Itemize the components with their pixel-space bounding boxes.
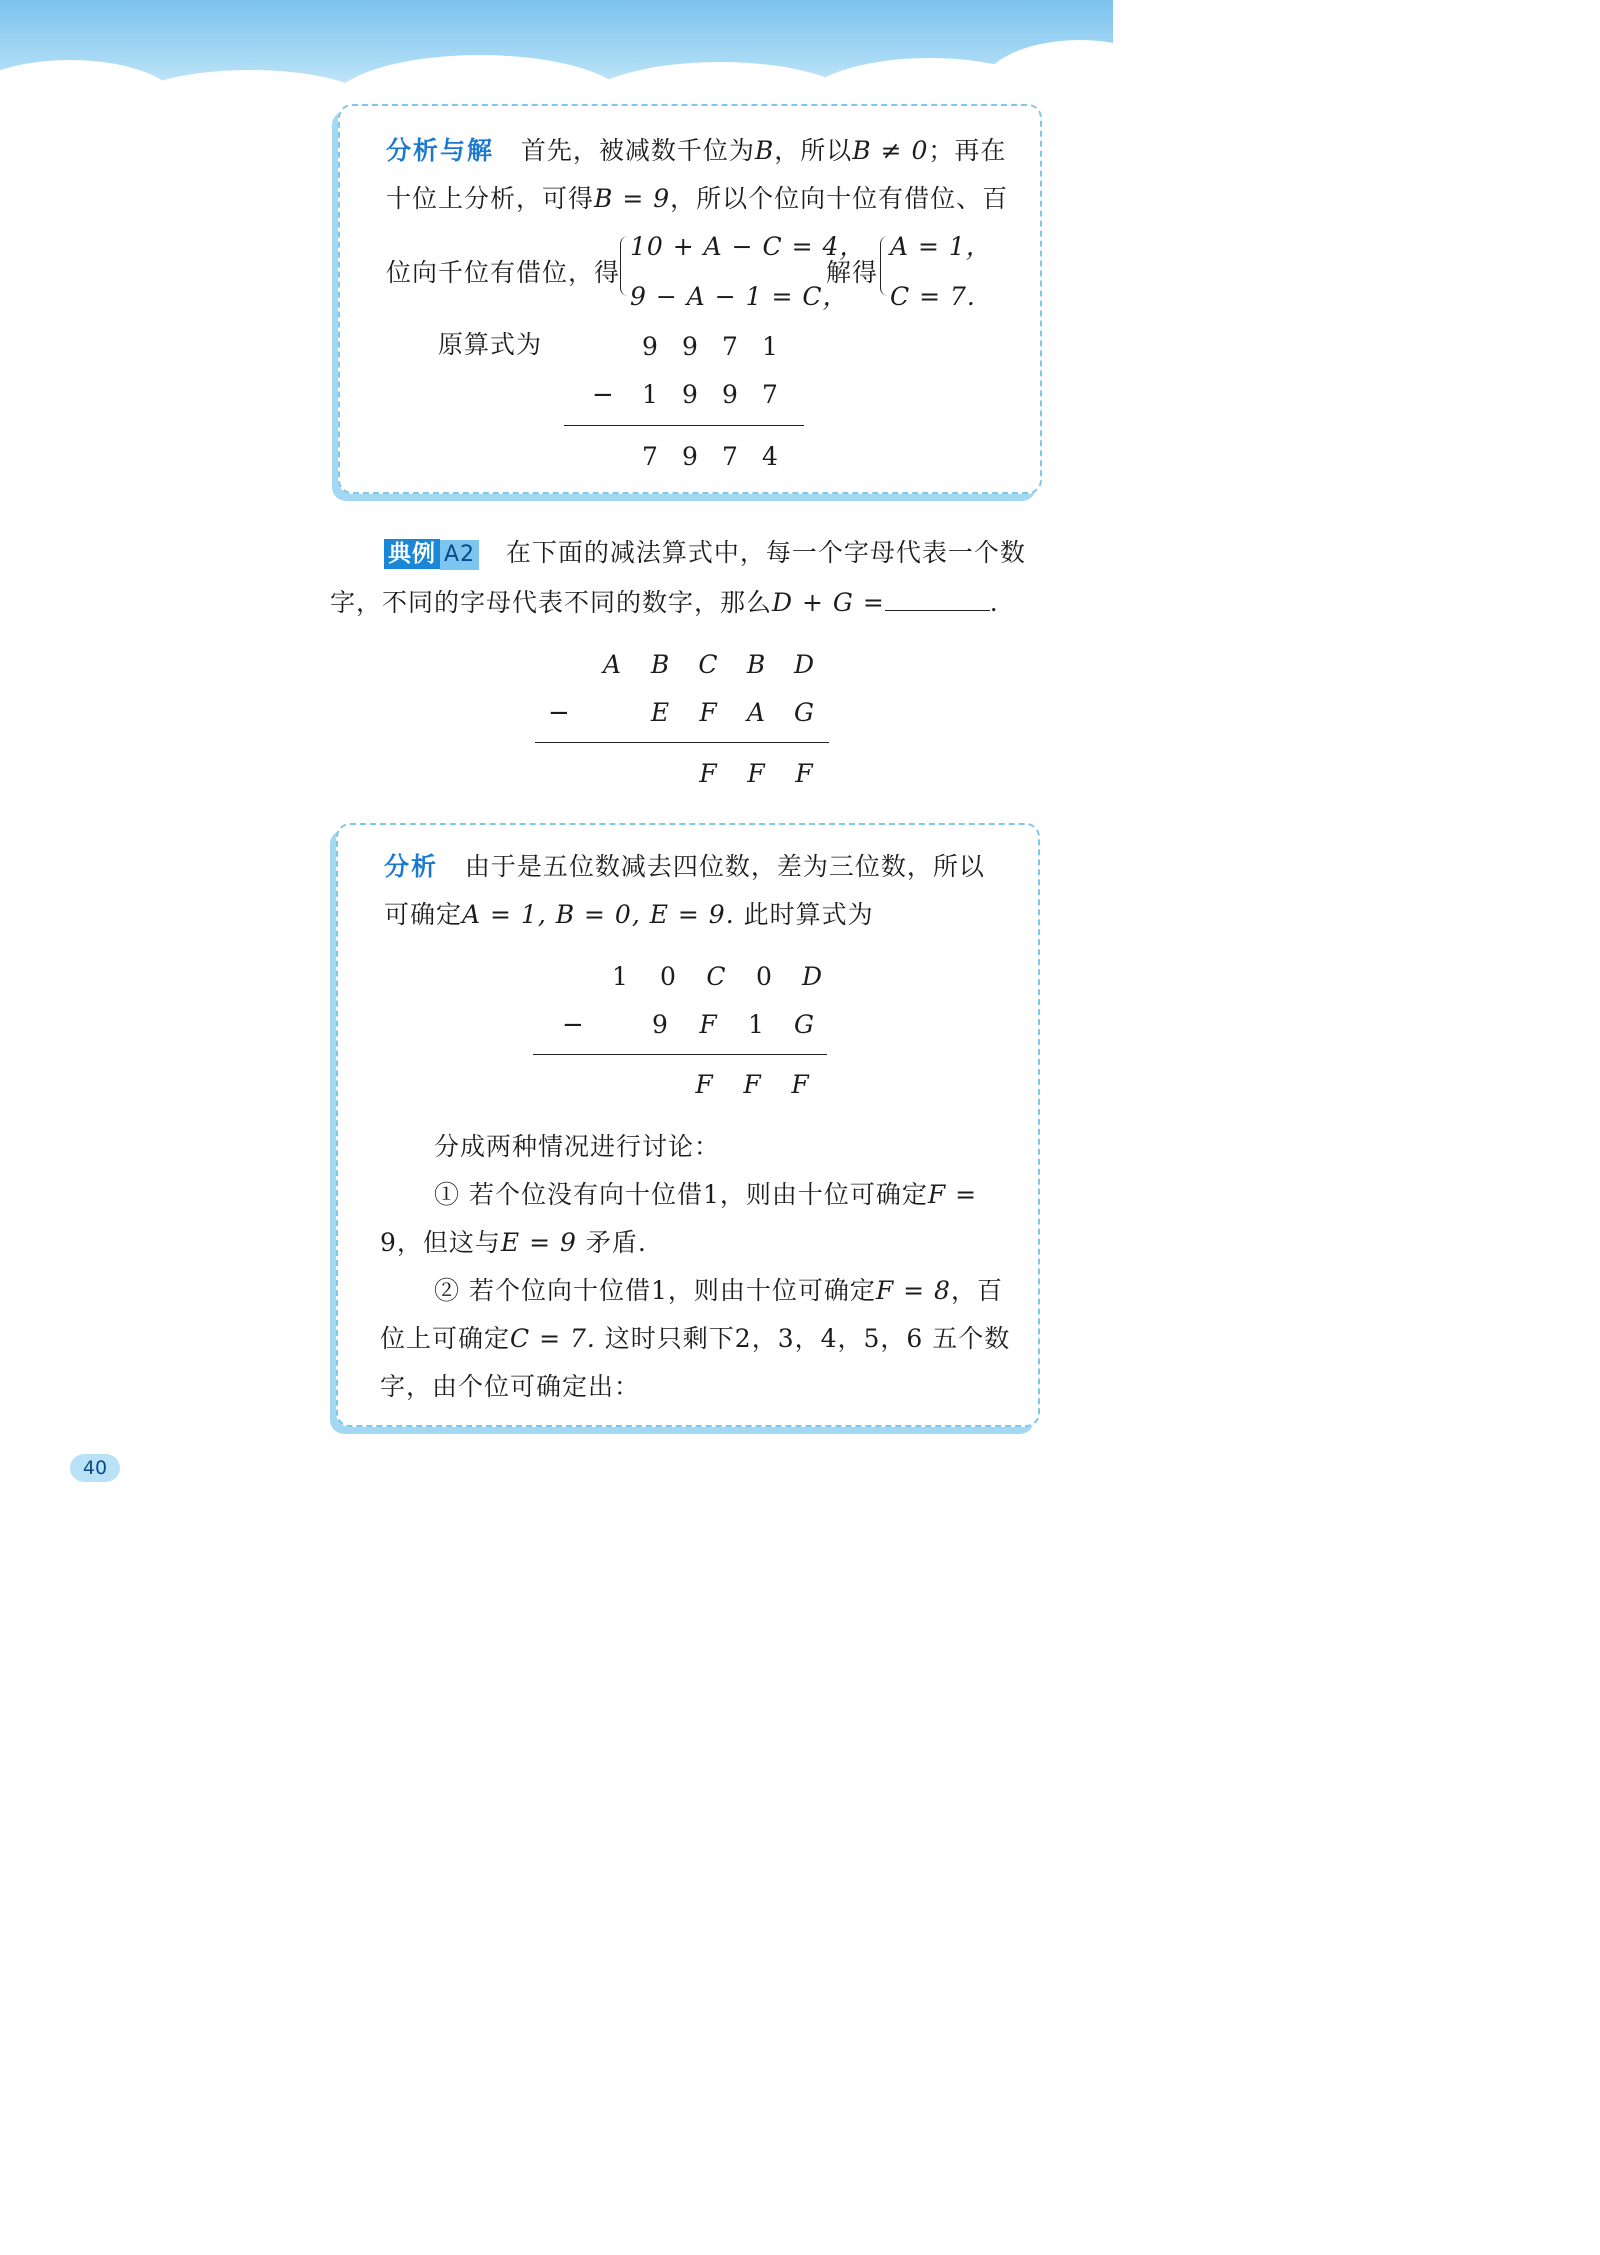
analysis2-line-1: 分析 由于是五位数减去四位数，差为三位数，所以 — [384, 852, 985, 881]
case-2-line-3: 字，由个位可确定出： — [380, 1372, 641, 1401]
subtraction-top-row: 9 9 7 1 — [642, 332, 778, 361]
analysis-solution-label: 分析与解 — [386, 136, 495, 165]
example-line-2: 字，不同的字母代表不同的数字，那么D + G = . — [330, 588, 999, 617]
page-content — [0, 0, 1113, 1567]
puzzle-row-3: F F F — [699, 759, 813, 788]
example-tag: 典例 — [384, 539, 440, 569]
case-rule — [533, 1054, 827, 1055]
analysis-label: 分析 — [384, 852, 439, 881]
case-minus-sign: − — [562, 1010, 584, 1040]
subtraction-result-row: 7 9 7 4 — [642, 442, 778, 471]
solution-c: C = 7. — [890, 282, 976, 311]
case-1-line-2: 9，但这与E = 9 矛盾. — [380, 1228, 647, 1257]
solve-label: 解得 — [826, 258, 879, 287]
case-2-line-1: ② 若个位向十位借1，则由十位可确定F = 8，百 — [434, 1276, 1003, 1305]
discussion-intro: 分成两种情况进行讨论： — [434, 1132, 721, 1161]
case-row-2: 9 F 1 G — [652, 1010, 814, 1039]
analysis2-line-2: 可确定A = 1, B = 0, E = 9. 此时算式为 — [384, 900, 874, 929]
analysis-line-1: 分析与解 首先，被减数千位为B，所以B ≠ 0；再在 — [386, 136, 1007, 165]
case-2-line-2: 位上可确定C = 7. 这时只剩下2，3，4，5，6 五个数 — [380, 1324, 1011, 1353]
case-1-line-1: ① 若个位没有向十位借1，则由十位可确定F = — [434, 1180, 978, 1209]
analysis-line-3: 位向千位有借位，得 — [386, 258, 621, 287]
page-number: 40 — [70, 1454, 120, 1482]
case-row-3: F F F — [695, 1070, 809, 1099]
example-number: A2 — [440, 540, 479, 570]
puzzle-rule — [535, 742, 829, 743]
subtraction-bottom-row: 1 9 9 7 — [642, 380, 778, 409]
puzzle-row-1: A B C B D — [602, 650, 815, 679]
analysis-line-2: 十位上分析，可得B = 9，所以个位向十位有借位、百 — [386, 184, 1009, 213]
equation-2: 9 − A − 1 = C， — [630, 282, 849, 311]
case-row-1: 1 0 C 0 D — [612, 962, 823, 991]
puzzle-row-2: E F A G — [650, 698, 814, 727]
original-expression-label: 原算式为 — [438, 330, 543, 359]
solution-a: A = 1， — [890, 232, 992, 261]
minus-sign: − — [592, 380, 614, 410]
subtraction-rule — [564, 425, 804, 426]
answer-blank — [885, 588, 990, 611]
example-line-1: 典例 A2 在下面的减法算式中，每一个字母代表一个数 — [384, 538, 1026, 570]
equation-1: 10 + A − C = 4， — [630, 232, 866, 261]
puzzle-minus-sign: − — [548, 698, 570, 728]
